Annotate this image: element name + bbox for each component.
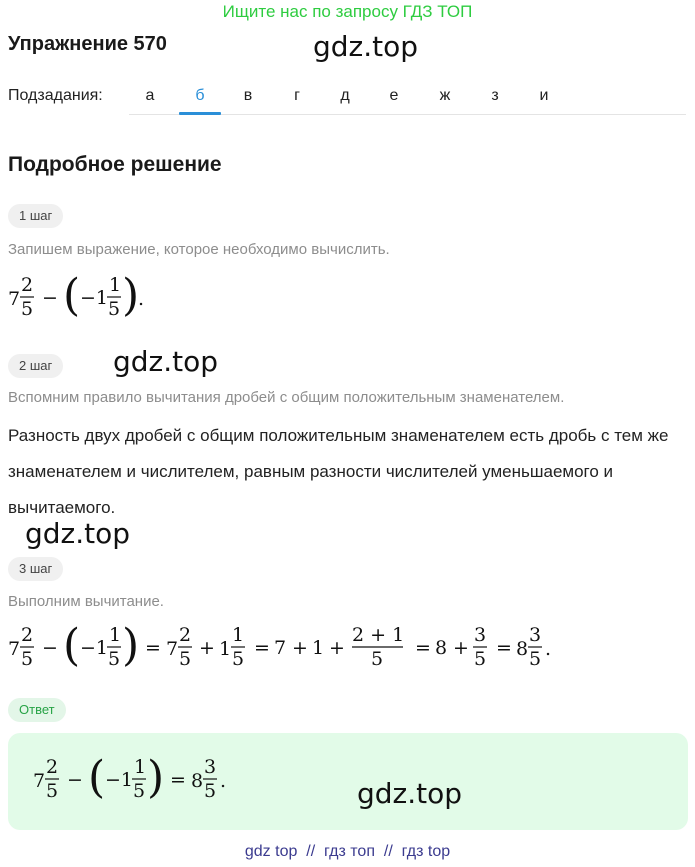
svg-text:5: 5 <box>21 648 34 670</box>
tab-zh[interactable]: ж <box>439 87 451 104</box>
svg-text:1: 1 <box>109 624 122 646</box>
step-2-badge: 2 шаг <box>8 354 63 378</box>
watermark: gdz.top <box>313 30 419 63</box>
svg-text:(: ( <box>88 752 106 803</box>
subtasks-label: Подзадания: <box>8 87 103 104</box>
step-2-rule-text: Разность двух дробей с общим положительным знаменателем есть дробь с тем же знаменателем и числителем, равным разности числителей уменьшаемого и вычитаемого. <box>8 426 669 517</box>
svg-text:5: 5 <box>179 648 192 670</box>
tab-g[interactable]: г <box>294 87 300 104</box>
answer-formula <box>31 750 231 808</box>
mixed-whole: 7 <box>8 288 21 310</box>
svg-text:+: + <box>199 637 215 659</box>
svg-text:−1: −1 <box>80 637 109 659</box>
step-1-badge: 1 шаг <box>8 204 63 228</box>
svg-text:2 + 1: 2 + 1 <box>352 624 405 646</box>
svg-text:5: 5 <box>529 648 542 670</box>
svg-text:7: 7 <box>274 637 287 659</box>
svg-text:−1: −1 <box>105 769 134 791</box>
right-paren: ) <box>122 270 140 321</box>
watermark: gdz.top <box>25 517 131 550</box>
solution-title: Подробное решение <box>8 153 222 176</box>
active-tab-indicator <box>179 112 221 115</box>
search-banner: Ищите нас по запросу ГДЗ ТОП <box>222 2 473 21</box>
tab-i[interactable]: и <box>539 87 549 104</box>
left-paren: ( <box>63 270 81 321</box>
svg-text:8: 8 <box>435 637 448 659</box>
svg-text:1: 1 <box>219 638 232 660</box>
step-3-badge: 3 шаг <box>8 557 63 581</box>
svg-text:1: 1 <box>134 756 147 778</box>
frac-num: 2 <box>21 274 34 296</box>
svg-text:7: 7 <box>33 770 46 792</box>
svg-text:2: 2 <box>21 624 34 646</box>
step-2-hint: Вспомним правило вычитания дробей с общим положительным знаменателем. <box>8 389 565 406</box>
svg-text:5: 5 <box>232 648 245 670</box>
svg-text:): ) <box>122 620 140 671</box>
svg-text:5: 5 <box>371 648 384 670</box>
svg-text:2: 2 <box>46 756 59 778</box>
svg-text:1: 1 <box>312 637 325 659</box>
svg-text:5: 5 <box>46 780 59 802</box>
answer-badge: Ответ <box>8 698 66 722</box>
step-3-hint: Выполним вычитание. <box>8 593 164 610</box>
svg-text:8: 8 <box>516 638 529 660</box>
svg-text:(: ( <box>63 620 81 671</box>
period: . <box>138 288 145 310</box>
step-3-formula <box>6 618 566 676</box>
svg-text:+: + <box>453 637 469 659</box>
svg-text:3: 3 <box>204 756 217 778</box>
svg-text:1: 1 <box>232 624 245 646</box>
tab-a[interactable]: а <box>145 87 155 104</box>
tab-d[interactable]: д <box>340 87 350 104</box>
svg-text:3: 3 <box>529 624 542 646</box>
svg-text:8: 8 <box>191 770 204 792</box>
svg-text:7: 7 <box>8 638 21 660</box>
step-1-formula <box>6 268 156 326</box>
svg-text:7: 7 <box>166 638 179 660</box>
svg-text:=: = <box>145 637 161 659</box>
svg-text:.: . <box>545 638 552 660</box>
svg-text:−: − <box>67 769 83 791</box>
tab-b[interactable]: б <box>195 87 205 104</box>
svg-text:+: + <box>329 637 345 659</box>
neg-one: −1 <box>80 287 109 309</box>
svg-text:=: = <box>415 637 431 659</box>
svg-text:.: . <box>220 770 227 792</box>
tab-v[interactable]: в <box>243 87 253 104</box>
svg-text:5: 5 <box>474 648 487 670</box>
frac-den: 5 <box>21 298 34 320</box>
svg-text:−: − <box>42 637 58 659</box>
svg-text:+: + <box>292 637 308 659</box>
svg-text:2: 2 <box>179 624 192 646</box>
tab-z[interactable]: з <box>491 87 499 104</box>
minus-sign: − <box>42 287 58 309</box>
watermark: gdz.top <box>113 345 219 378</box>
exercise-title: Упражнение 570 <box>8 33 167 55</box>
watermark: gdz.top <box>357 777 463 810</box>
step-1-hint: Запишем выражение, которое необходимо вычислить. <box>8 241 390 258</box>
svg-text:): ) <box>147 752 165 803</box>
svg-text:5: 5 <box>204 780 217 802</box>
svg-text:=: = <box>496 637 512 659</box>
tab-e[interactable]: е <box>389 87 399 104</box>
footer-links: gdz top // гдз топ // гдз top <box>244 843 451 860</box>
svg-text:=: = <box>170 769 186 791</box>
svg-text:5: 5 <box>133 780 146 802</box>
svg-text:3: 3 <box>474 624 487 646</box>
svg-text:5: 5 <box>108 648 121 670</box>
frac-num: 1 <box>109 274 122 296</box>
svg-text:=: = <box>254 637 270 659</box>
frac-den: 5 <box>108 298 121 320</box>
